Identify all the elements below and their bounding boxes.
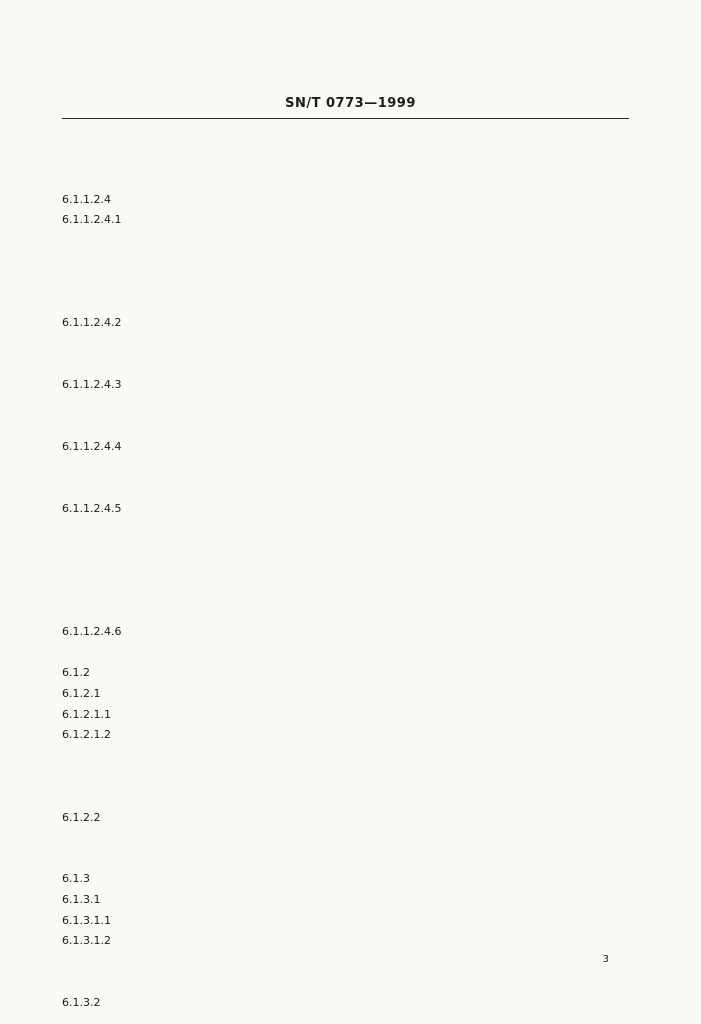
paragraph-line <box>62 231 629 252</box>
section-heading <box>62 499 629 520</box>
section-number: 6.1.3.1.1 <box>62 913 111 927</box>
section-heading <box>62 684 629 705</box>
section-number: 6.1.3 <box>62 872 90 886</box>
paragraph-line <box>62 128 629 149</box>
paragraph-line <box>62 252 629 273</box>
section-number: 6.1.1.2.4.4 <box>62 439 122 453</box>
paragraph-line <box>62 458 629 479</box>
section-number: 6.1.1.2.4.5 <box>62 501 122 515</box>
paragraph-line <box>62 581 629 602</box>
paragraph-line <box>62 560 629 581</box>
continuation-line <box>62 787 629 808</box>
continuation-line <box>62 972 629 993</box>
paragraph-line <box>62 746 629 767</box>
section-heading <box>62 190 629 211</box>
paragraph-line <box>62 355 629 376</box>
paragraph-line <box>62 334 629 355</box>
page-number: 3 <box>602 954 609 965</box>
section-number: 6.1.3.1.2 <box>62 934 111 948</box>
continuation-line <box>62 272 629 293</box>
section-number: 6.1.3.1 <box>62 892 101 906</box>
continuation-line <box>62 766 629 787</box>
section-number: 6.1.2.1.2 <box>62 728 111 742</box>
section-heading <box>62 725 629 746</box>
section-heading <box>62 869 629 890</box>
section-heading <box>62 663 629 684</box>
section-heading <box>62 622 629 643</box>
paragraph-line <box>62 149 629 170</box>
section-number: 6.1.2 <box>62 666 90 680</box>
section-number: 6.1.1.2.4.1 <box>62 213 122 227</box>
section-heading <box>62 705 629 726</box>
section-heading <box>62 313 629 334</box>
paragraph-line <box>62 478 629 499</box>
section-number: 6.1.1.2.4.6 <box>62 625 122 639</box>
paragraph-line <box>62 828 629 849</box>
section-heading <box>62 808 629 829</box>
section-heading <box>62 890 629 911</box>
paragraph-line <box>62 293 629 314</box>
section-heading <box>62 993 629 1014</box>
paragraph-line <box>62 519 629 540</box>
paragraph-line <box>62 602 629 623</box>
document-body <box>62 128 629 1014</box>
section-heading <box>62 931 629 952</box>
header-rule <box>62 118 629 119</box>
section-heading <box>62 437 629 458</box>
continuation-line <box>62 540 629 561</box>
section-number: 6.1.1.2.4.3 <box>62 378 122 392</box>
section-heading <box>62 375 629 396</box>
section-number: 6.1.2.2 <box>62 810 101 824</box>
section-number: 6.1.1.2.4.2 <box>62 316 122 330</box>
paragraph-line <box>62 169 629 190</box>
section-number: 6.1.3.2 <box>62 995 101 1009</box>
section-number: 6.1.1.2.4 <box>62 192 111 206</box>
section-number: 6.1.2.1.1 <box>62 707 111 721</box>
section-number: 6.1.2.1 <box>62 687 101 701</box>
continuation-line <box>62 849 629 870</box>
section-heading <box>62 911 629 932</box>
paragraph-line <box>62 643 629 664</box>
paragraph-line <box>62 396 629 417</box>
paragraph-line <box>62 416 629 437</box>
section-heading <box>62 210 629 231</box>
document-header: SN/T 0773—1999 <box>285 96 416 111</box>
paragraph-line <box>62 952 629 973</box>
